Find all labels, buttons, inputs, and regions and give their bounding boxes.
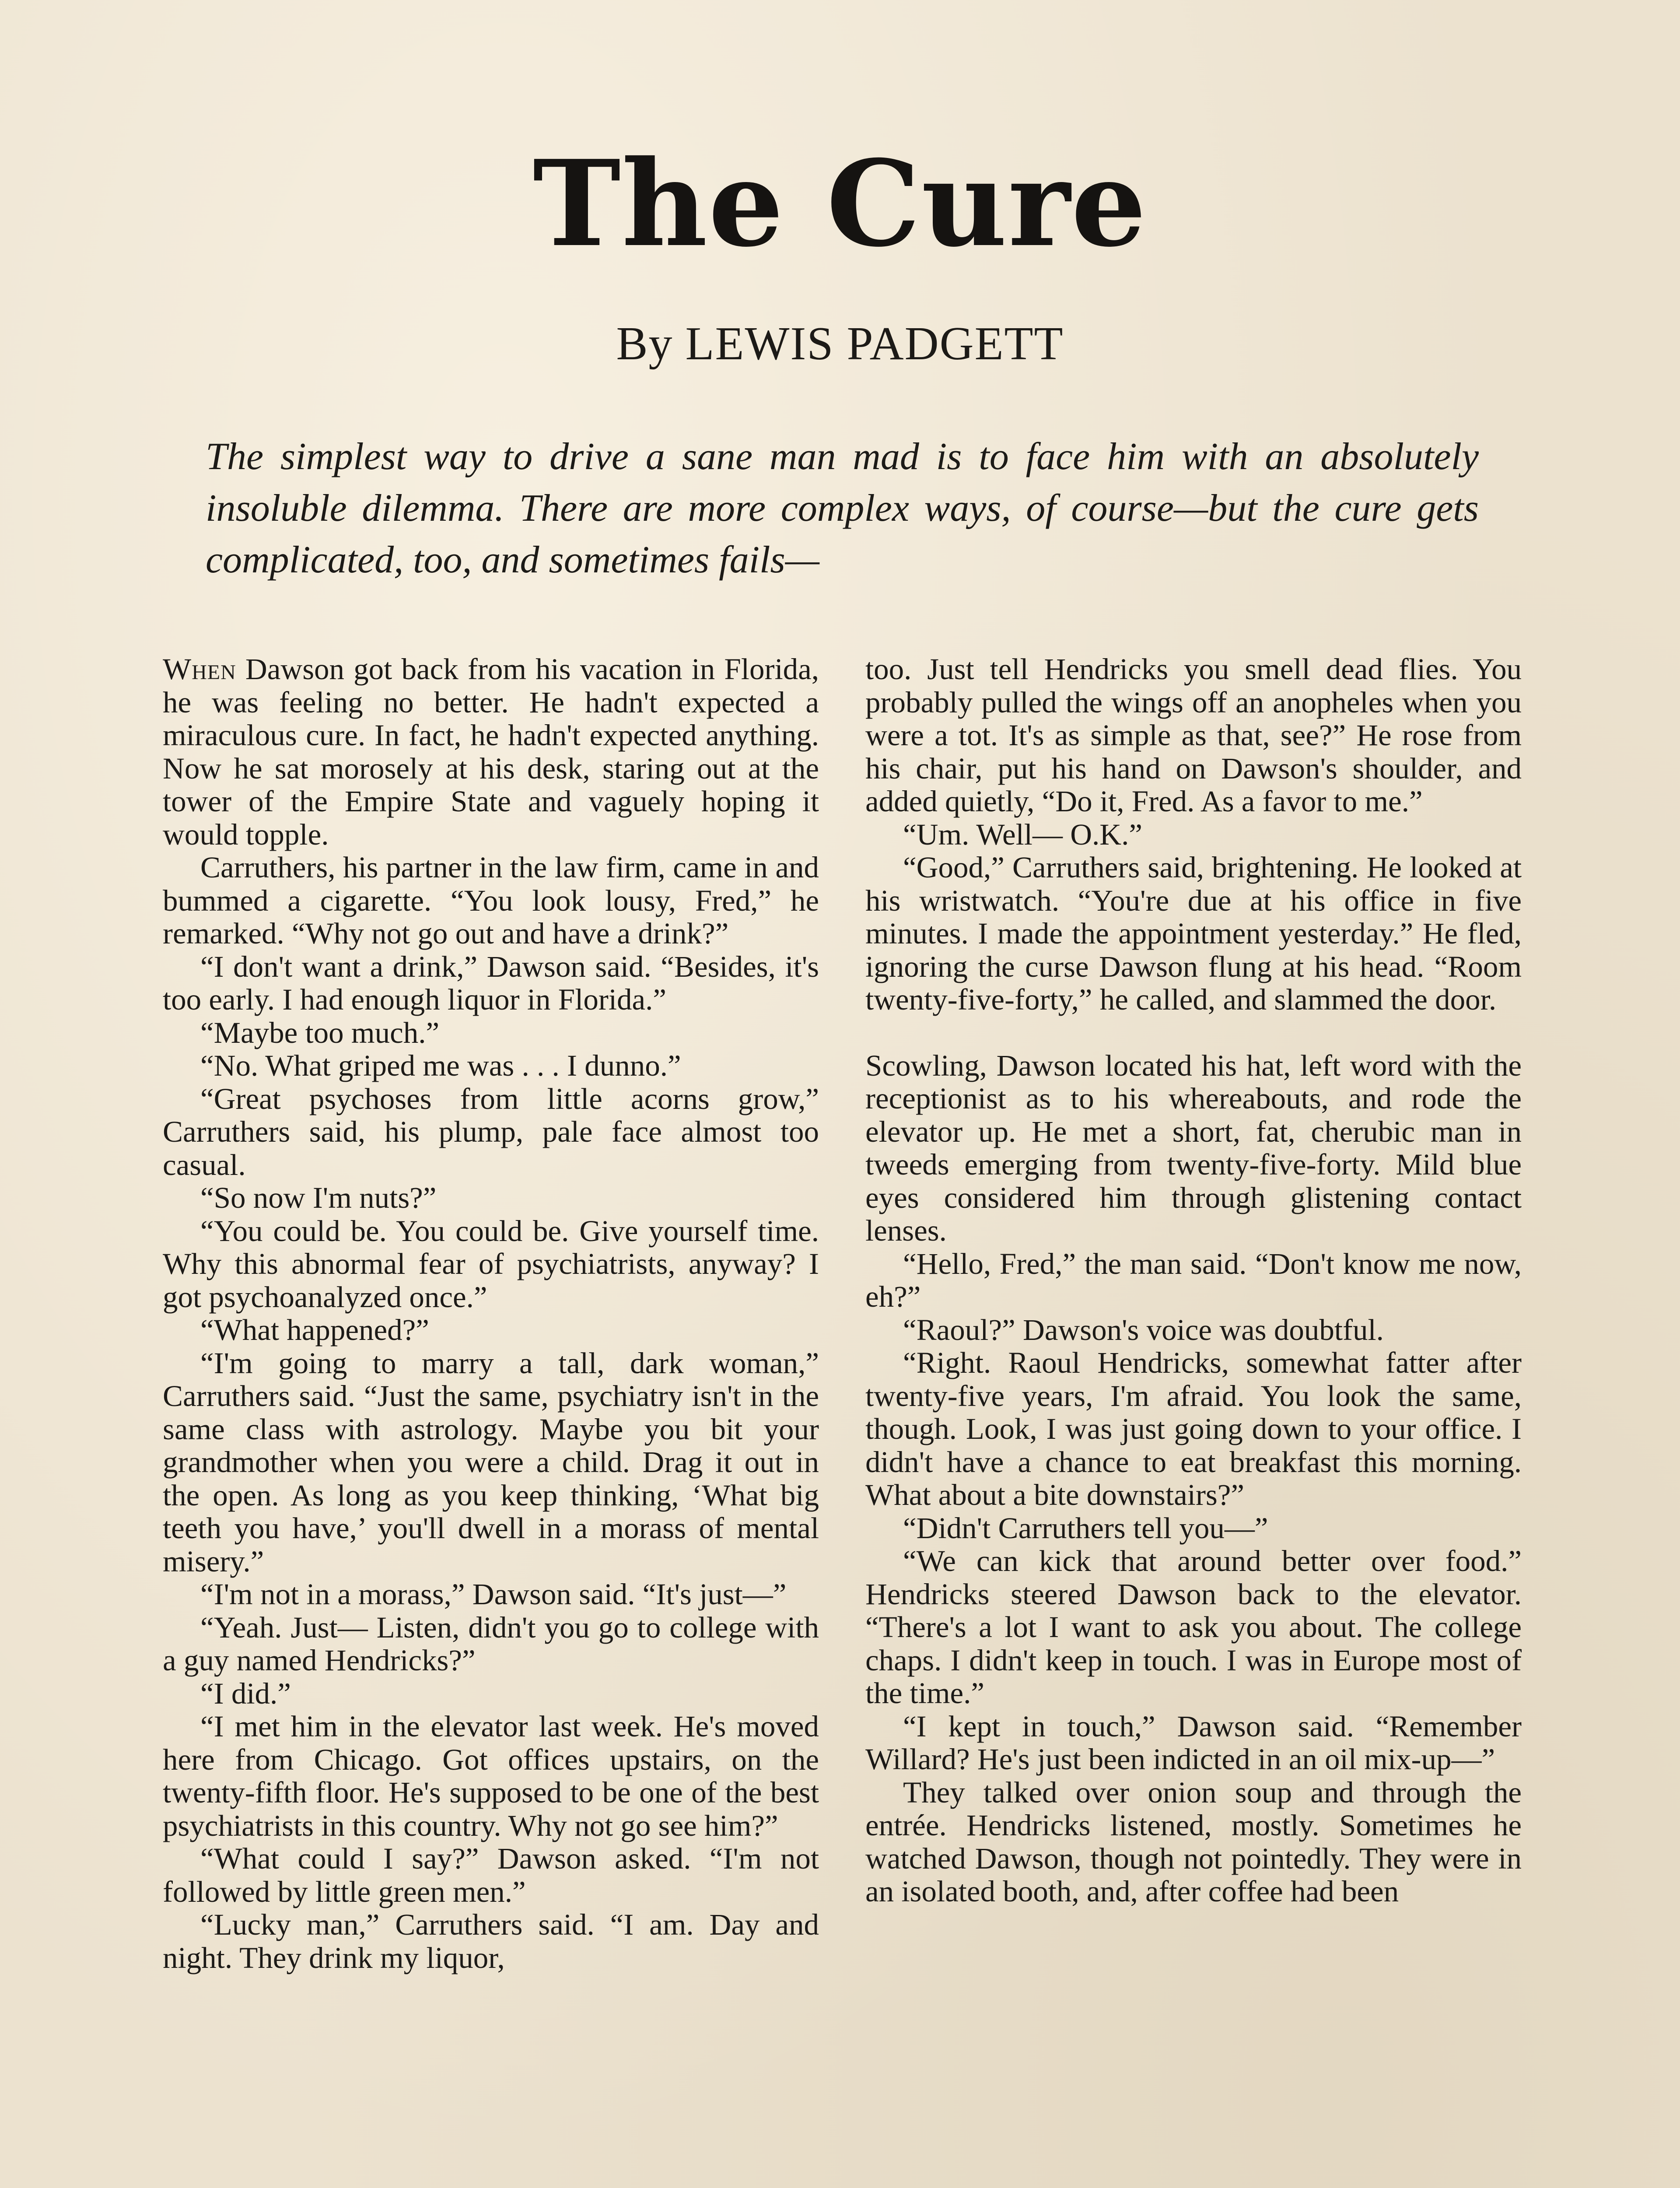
paragraph: Carruthers, his partner in the law firm, came in and bummed a cigarette. “You look lousy, Fred,” he remarked. “Why not go out and have a drink?” — [163, 851, 819, 950]
paragraph: “Didn't Carruthers tell you—” — [903, 1511, 1268, 1545]
byline-prefix: By — [616, 318, 673, 370]
text-column-right — [865, 653, 1522, 1908]
paragraph: “So now I'm nuts?” — [200, 1181, 437, 1214]
paragraph: “Hello, Fred,” the man said. “Don't know me now, eh?” — [865, 1247, 1522, 1313]
paragraph: “I don't want a drink,” Dawson said. “Besides, it's too early. I had enough liquor in Florida.” — [163, 950, 819, 1016]
paragraph: “Right. Raoul Hendricks, somewhat fatter after twenty-five years, I'm afraid. You look the same, though. Look, I was just going down to your office. I didn't have a chance to eat breakfast this morning. What about a bite downstairs?” — [865, 1346, 1522, 1511]
paragraph: “We can kick that around better over food.” Hendricks steered Dawson back to the elevator. “There's a lot I want to ask you about. The college chaps. I didn't keep in touch. I was in Europe most of the time.” — [865, 1544, 1522, 1710]
opening-word: When — [163, 652, 236, 686]
paragraph: “I did.” — [200, 1676, 291, 1710]
story-title: The Cure — [532, 134, 1148, 273]
opening-paragraph-text: Dawson got back from his vacation in Florida, he was feeling no better. He hadn't expected a miraculous cure. In fact, he hadn't expected anything. Now he sat morosely at his desk, staring out at the tower of the Empire State and vaguely hoping it would topple. — [163, 652, 819, 851]
section-break-paragraph: Scowling, Dawson located his hat, left word with the receptionist as to his whereabouts, and rode the elevator up. He met a short, fat, cherubic man in tweeds emerging from twenty-five-forty. Mild blue eyes considered him through glistening contact lenses. — [865, 1048, 1522, 1247]
paragraph: “Lucky man,” Carruthers said. “I am. Day and night. They drink my liquor, — [163, 1908, 819, 1974]
paragraph: “What could I say?” Dawson asked. “I'm not followed by little green men.” — [163, 1842, 819, 1908]
paragraph: “What happened?” — [200, 1313, 429, 1346]
paragraph: “Yeah. Just— Listen, didn't you go to college with a guy named Hendricks?” — [163, 1610, 819, 1677]
opening-paragraph — [163, 653, 819, 851]
paragraph: “I'm not in a morass,” Dawson said. “It's just—” — [200, 1578, 787, 1611]
paragraph: “Good,” Carruthers said, brightening. He looked at his wristwatch. “You're due at his office in five minutes. I made the appointment yesterday.” He fled, ignoring the curse Dawson flung at his head. “Room twenty-five-forty,” he called, and slammed the door. — [865, 851, 1522, 1016]
paragraph: “You could be. You could be. Give yourself time. Why this abnormal fear of psychiatrists, anyway? I got psychoanalyzed once.” — [163, 1214, 819, 1314]
continued-paragraph: too. Just tell Hendricks you smell dead flies. You probably pulled the wings off an anopheles when you were a tot. It's as simple as that, see?” He rose from his chair, put his hand on Dawson's shoulder, and added quietly, “Do it, Fred. As a favor to me.” — [865, 652, 1522, 818]
paragraph: “Great psychoses from little acorns grow,” Carruthers said, his plump, pale face almost too casual. — [163, 1082, 819, 1182]
paragraph: They talked over onion soup and through the entrée. Hendricks listened, mostly. Sometimes he watched Dawson, though not pointedly. They were in an isolated booth, and, after coffee had been — [865, 1775, 1522, 1908]
paragraph: “No. What griped me was . . . I dunno.” — [200, 1049, 681, 1082]
paragraph: “I'm going to marry a tall, dark woman,” Carruthers said. “Just the same, psychiatry isn't in the same class with astrology. Maybe you bit your grandmother when you were a child. Drag it out in the open. As long as you keep thinking, ‘What big teeth you have,’ you'll dwell in a morass of mental misery.” — [163, 1346, 819, 1578]
paragraph: “I kept in touch,” Dawson said. “Remember Willard? He's just been indicted in an oil mix-up—” — [865, 1709, 1522, 1776]
paragraph: “I met him in the elevator last week. He's moved here from Chicago. Got offices upstairs, on the twenty-fifth floor. He's supposed to be one of the best psychiatrists in this country. Why not go see him?” — [163, 1710, 819, 1842]
byline — [0, 320, 1680, 368]
author-name: LEWIS PADGETT — [685, 318, 1064, 370]
paragraph: “Maybe too much.” — [200, 1016, 440, 1049]
paragraph: “Um. Well— O.K.” — [903, 817, 1142, 851]
text-column-left — [163, 653, 819, 1974]
paragraph: “Raoul?” Dawson's voice was doubtful. — [903, 1313, 1384, 1346]
story-blurb: The simplest way to drive a sane man mad is to face him with an absolutely insoluble dilemma. There are more complex ways, of course—but the cure gets complicated, too, and sometimes fails— — [206, 435, 1479, 581]
